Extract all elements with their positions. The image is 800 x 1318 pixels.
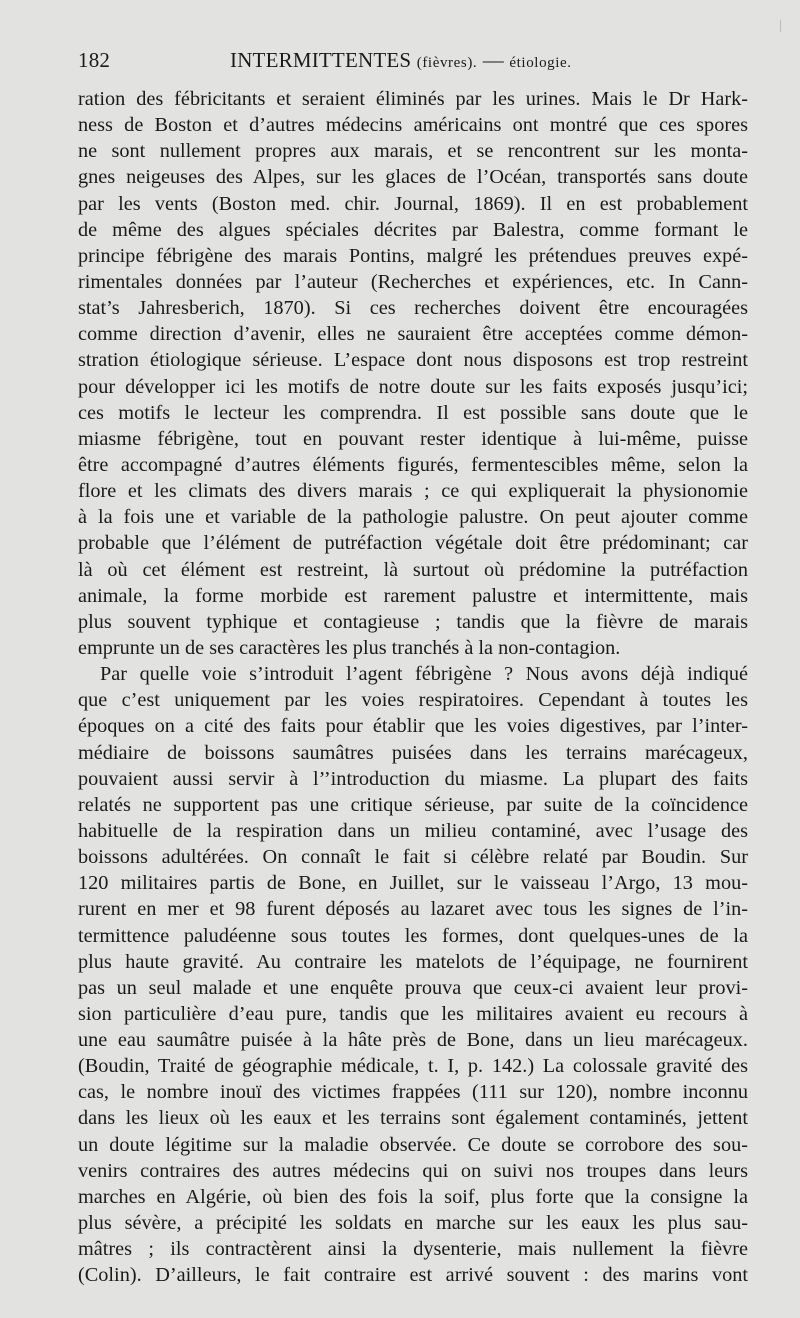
text-line: termittence paludéenne sous toutes les formes, dont quelques-unes de la (78, 924, 748, 947)
text-line: ces motifs le lecteur les comprendra. Il est possible sans doute que le (78, 401, 748, 424)
title-paren: (fièvres). (416, 55, 478, 71)
text-line: rurent en mer et 98 furent déposés au lazaret avec tous les signes de l’in- (78, 898, 748, 921)
title-section: étiologie. (509, 55, 572, 71)
text-line: stat’s Jahresberich, 1870). Si ces recherches doivent être encouragées (78, 297, 748, 320)
text-line: venirs contraires des autres médecins qui on suivi nos troupes dans leurs (78, 1159, 748, 1182)
text-line: marches en Algérie, où bien des fois la soif, plus forte que la consigne la (78, 1185, 748, 1208)
title-main: INTERMITTENTES (230, 48, 412, 72)
text-line: miasme fébrigène, tout en pouvant rester identique à lui-même, puisse (78, 427, 748, 450)
text-line: flore et les climats des divers marais ; ce qui expliquerait la physionomie (78, 480, 748, 503)
text-line: dans les lieux où les eaux et les terrains sont également contaminés, jettent (78, 1107, 748, 1130)
text-line: animale, la forme morbide est rarement palustre et intermittente, mais (78, 584, 748, 607)
text-line: plus sévère, a précipité les soldats en marche sur les eaux les plus sau- (78, 1212, 748, 1235)
text-line: ness de Boston et d’autres médecins américains ont montré que ces spores (78, 114, 748, 137)
title-dash: — (482, 48, 504, 72)
text-line: pouvaient aussi servir à l’’introduction du miasme. La plupart des faits (78, 767, 748, 790)
text-line: comme direction d’avenir, elles ne sauraient être acceptées comme démon- (78, 323, 748, 346)
text-line: mâtres ; ils contractèrent ainsi la dysenterie, mais nullement la fièvre (78, 1238, 748, 1261)
page-number: 182 (78, 48, 111, 72)
text-line: plus souvent typhique et contagieuse ; tandis que la fièvre de marais (78, 610, 748, 633)
text-line: par les vents (Boston med. chir. Journal, 1869). Il en est probablement (78, 192, 748, 215)
text-line: cas, le nombre inouï des victimes frappées (111 sur 120), nombre inconnu (78, 1081, 748, 1104)
text-line: (Colin). D’ailleurs, le fait contraire est arrivé souvent : des marins vont (78, 1264, 748, 1287)
text-line: gnes neigeuses des Alpes, sur les glaces de l’Océan, transportés sans doute (78, 166, 748, 189)
body-text (78, 86, 748, 1288)
text-line: pour développer ici les motifs de notre doute sur les faits exposés jusqu’ici; (78, 375, 748, 398)
text-line: un doute légitime sur la maladie observée. Ce doute se corrobore des sou- (78, 1133, 748, 1156)
text-line: médiaire de boissons saumâtres puisées dans les terrains marécageux, (78, 741, 748, 764)
running-head (78, 48, 758, 78)
text-line: boissons adultérées. On connaît le fait si célèbre relaté par Boudin. Sur (78, 846, 748, 869)
text-line: être accompagné d’autres éléments figurés, fermentescibles même, selon la (78, 453, 748, 476)
text-line: époques on a cité des faits pour établir que les voies digestives, par l’inter- (78, 715, 748, 738)
text-line: à la fois une et variable de la pathologie palustre. On peut ajouter comme (78, 506, 748, 529)
text-line: 120 militaires partis de Bone, en Juillet, sur le vaisseau l’Argo, 13 mou- (78, 872, 748, 895)
text-line: rimentales données par l’auteur (Recherches et expériences, etc. In Cann- (78, 270, 748, 293)
paragraph-end-line: emprunte un de ses caractères les plus tranchés à la non-contagion. (78, 636, 621, 659)
running-title (230, 48, 572, 73)
text-line: ration des fébricitants et seraient éliminés par les urines. Mais le Dr Hark- (78, 88, 748, 110)
text-line: habituelle de la respiration dans un milieu contaminé, avec l’usage des (78, 819, 748, 842)
text-line: relatés ne supportent pas une critique sérieuse, par suite de la coïncidence (78, 793, 748, 816)
text-line: une eau saumâtre puisée à la hâte près de Bone, dans un lieu marécageux. (78, 1029, 748, 1052)
text-line: stration étiologique sérieuse. L’espace dont nous disposons est trop restreint (78, 349, 748, 372)
paragraph-start-line: Par quelle voie s’introduit l’agent fébrigène ? Nous avons déjà indiqué (100, 663, 748, 686)
text-line: ne sont nullement propres aux marais, et se rencontrent sur les monta- (78, 140, 748, 163)
text-line: pas un seul malade et une enquête prouva que ceux-ci avaient leur provi- (78, 976, 748, 999)
text-line: que c’est uniquement par les voies respiratoires. Cependant à toutes les (78, 689, 748, 712)
text-line: de même des algues spéciales décrites par Balestra, comme formant le (78, 218, 748, 241)
scan-mark (780, 20, 781, 32)
text-line: (Boudin, Traité de géographie médicale, t. I, p. 142.) La colossale gravité des (78, 1055, 748, 1078)
text-line: sion particulière d’eau pure, tandis que les militaires avaient eu recours à (78, 1002, 748, 1025)
text-line: probable que l’élément de putréfaction végétale doit être prédominant; car (78, 532, 748, 555)
text-line: plus haute gravité. Au contraire les matelots de l’équipage, ne fournirent (78, 950, 748, 973)
text-line: là où cet élément est restreint, là surtout où prédomine la putréfaction (78, 558, 748, 581)
text-line: principe fébrigène des marais Pontins, malgré les prétendues preuves expé- (78, 244, 748, 267)
